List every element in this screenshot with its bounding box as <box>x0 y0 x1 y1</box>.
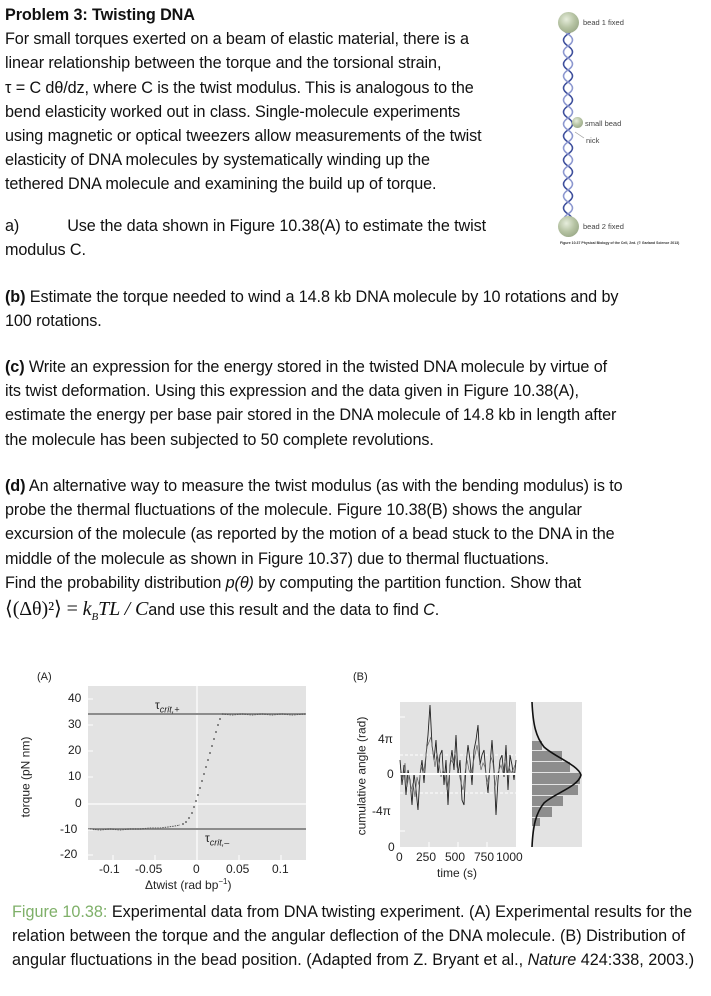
bead-2-label: bead 2 fixed <box>583 222 624 231</box>
formula-lhs: ⟨(Δθ)²⟩ <box>5 598 62 621</box>
x-tick: 0.1 <box>272 862 289 876</box>
bead-1-label: bead 1 fixed <box>583 18 624 27</box>
y-tick: -4π <box>372 804 391 818</box>
part-d-text: excursion of the molecule (as reported by the motion of a bead stuck to the DNA in the <box>5 525 615 544</box>
dna-tweezer-figure <box>548 0 711 250</box>
bead-2 <box>558 216 579 237</box>
intro-line: linear relationship between the torque and the torsional strain, <box>5 54 442 73</box>
intro-line: using magnetic or optical tweezers allow measurements of the twist <box>5 127 482 146</box>
part-d-label: (d) <box>5 477 26 495</box>
formula-sub: B <box>91 611 99 624</box>
y-axis-title: cumulative angle (rad) <box>354 716 369 836</box>
part-c-text: the molecule has been subjected to 50 complete revolutions. <box>5 430 434 449</box>
x-tick: 500 <box>445 850 466 864</box>
part-b-text: Estimate the torque needed to wind a 14.8 kb DNA molecule by 10 rotations and by <box>25 288 619 306</box>
intro-line: bend elasticity worked out in class. Single-molecule experiments <box>5 102 461 121</box>
part-a <box>5 214 545 262</box>
intro-line: tethered DNA molecule and examining the build up of torque. <box>5 175 437 194</box>
part-d-text: Find the probability distribution <box>5 573 226 592</box>
x-tick: 0 <box>396 850 403 864</box>
part-d <box>5 474 711 629</box>
caption-journal: Nature <box>527 951 577 969</box>
plot-a <box>0 665 340 900</box>
plot-b <box>340 665 600 900</box>
tau-crit-minus-label: $\tau_{crit,-}$ <box>205 831 230 848</box>
panel-b-label: (B) <box>353 671 368 683</box>
part-b <box>5 285 705 333</box>
bead-1 <box>558 12 579 33</box>
part-c <box>5 355 705 452</box>
part-d-text: and use this result and the data to find <box>148 601 424 620</box>
y-origin-tick: 0 <box>388 840 395 854</box>
y-tick: 40 <box>68 691 82 705</box>
problem-intro <box>5 3 545 197</box>
tau-crit-plus-label: $\tau_{crit,+}$ <box>155 698 180 715</box>
intro-line: For small torques exerted on a beam of elastic material, there is a <box>5 30 469 49</box>
part-c-text: its twist deformation. Using this expression and the data given in Figure 10.38(A), <box>5 382 579 401</box>
y-tick: 10 <box>68 769 82 783</box>
x-tick: 0 <box>193 862 200 876</box>
part-c-text: estimate the energy per base pair stored in the DNA molecule of 14.8 kb in length after <box>5 406 617 425</box>
intro-line: elasticity of DNA molecules by systematically winding up the <box>5 151 430 170</box>
part-a-text: modulus C. <box>5 241 86 260</box>
formula-k: k <box>82 598 92 621</box>
part-d-text: middle of the molecule as shown in Figure 10.37) due to thermal fluctuations. <box>5 549 549 568</box>
period: . <box>434 601 440 620</box>
y-tick: 20 <box>68 743 82 757</box>
x-tick: -0.1 <box>99 862 120 876</box>
x-tick: 250 <box>416 850 437 864</box>
y-tick: -20 <box>60 847 78 861</box>
part-c-text: Write an expression for the energy stored in the twisted DNA molecule by virtue of <box>24 358 608 376</box>
y-tick: -10 <box>60 822 78 836</box>
y-tick: 0 <box>75 796 82 810</box>
x-axis-title: Δtwist (rad $bp^{-1}$) <box>145 877 232 892</box>
caption-ref: 424:338, 2003.) <box>576 951 695 969</box>
intro-line: τ = C dθ/dz, where C is the twist modulus. This is analogous to the <box>5 78 474 97</box>
part-b-text: 100 rotations. <box>5 312 102 331</box>
small-bead <box>572 117 583 128</box>
caption-text: Experimental data from DNA twisting experiment. (A) Experimental results for the relation between the torque and the angular deflection of the DNA molecule. (B) Distribution of angular fluctuations in the bead position. (Adapted from Z. Bryant et al., <box>12 903 693 969</box>
variance-formula <box>5 598 149 624</box>
figure-credit: Figure 10.37 Physical Biology of the Cell, 2ed. (© Garland Science 2013) <box>560 241 680 245</box>
y-tick: 4π <box>378 732 393 746</box>
x-tick: 0.05 <box>226 862 250 876</box>
nick-label: nick <box>586 136 600 145</box>
y-tick: 30 <box>68 717 82 731</box>
p-theta-symbol: p(θ) <box>225 573 254 592</box>
y-axis-title: torque (pN nm) <box>18 736 33 818</box>
part-d-text: by computing the partition function. Show that <box>253 573 582 592</box>
caption-label: Figure 10.38: <box>12 903 108 921</box>
formula-eq: = <box>61 598 83 621</box>
x-tick: -0.05 <box>135 862 163 876</box>
angle-trace-plot <box>340 665 600 900</box>
problem-title: Problem 3: Twisting DNA <box>5 6 195 24</box>
x-axis-title: time (s) <box>437 866 477 880</box>
part-a-label: a) <box>5 217 20 235</box>
part-b-label: (b) <box>5 288 26 306</box>
x-tick: 1000 <box>496 850 523 864</box>
panel-a-label: (A) <box>37 671 52 683</box>
part-a-text: Use the data shown in Figure 10.38(A) to estimate the twist <box>67 217 486 235</box>
y-tick: 0 <box>387 767 394 781</box>
formula-rest: TL / C <box>98 598 149 621</box>
part-d-text: probe the thermal fluctuations of the molecule. Figure 10.38(B) shows the angular <box>5 501 582 520</box>
x-tick: 750 <box>474 850 495 864</box>
part-d-text: An alternative way to measure the twist modulus (as with the bending modulus) is to <box>25 477 623 495</box>
figure-caption <box>12 900 708 972</box>
c-symbol: C <box>423 601 435 620</box>
part-c-label: (c) <box>5 358 25 376</box>
small-bead-label: small bead <box>585 119 622 128</box>
